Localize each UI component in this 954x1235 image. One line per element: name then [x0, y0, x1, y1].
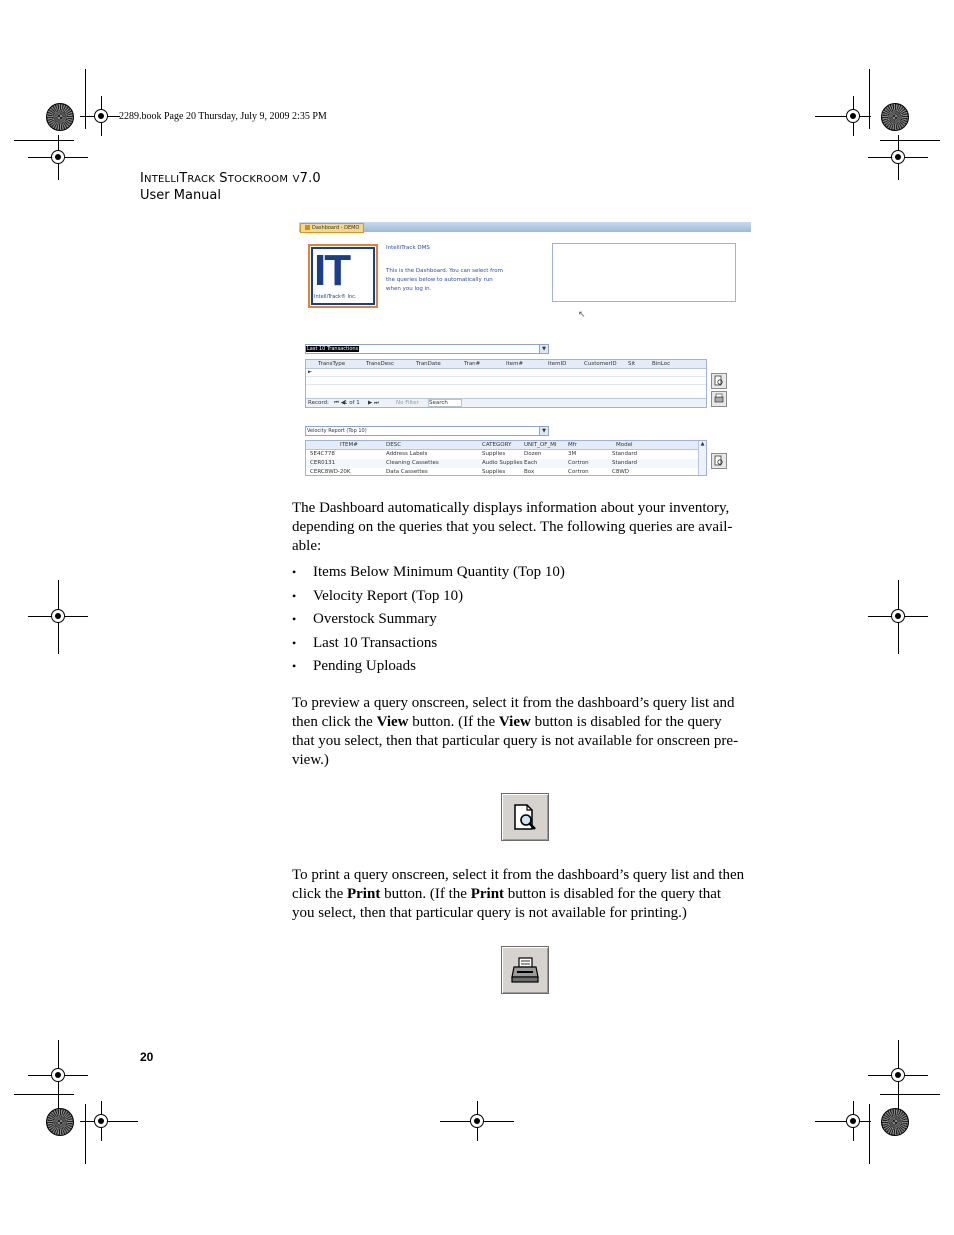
- table-row[interactable]: [306, 459, 698, 468]
- app-name: IntelliTrack DMS: [386, 245, 430, 251]
- table-cell: Dozen: [524, 451, 542, 457]
- column-header[interactable]: Sit: [628, 361, 636, 367]
- text-run: button is disabled for the query: [530, 714, 722, 730]
- table-cell: Cortron: [568, 460, 589, 466]
- new-row-marker-icon: ►: [308, 369, 312, 375]
- list-item: • Items Below Minimum Quantity (Top 10): [292, 563, 762, 587]
- query1-print-button[interactable]: [711, 391, 727, 407]
- text-line: [292, 866, 767, 885]
- column-header[interactable]: CATEGORY: [482, 442, 512, 448]
- list-item: • Overstock Summary: [292, 610, 762, 634]
- table-cell: Audio Supplies: [482, 460, 523, 466]
- list-item: • Last 10 Transactions: [292, 634, 762, 658]
- text-line: [292, 751, 767, 770]
- title-part: 7.0: [299, 171, 321, 186]
- query1-select[interactable]: Last 10 Transactions ▼: [305, 344, 549, 354]
- table-cell: Supplies: [482, 451, 506, 457]
- column-header[interactable]: UNIT_OF_MI: [524, 442, 557, 448]
- page-number: 20: [140, 1050, 154, 1064]
- table-cell: Box: [524, 469, 535, 475]
- column-header[interactable]: Mfr: [568, 442, 577, 448]
- chevron-down-icon: ▼: [539, 427, 548, 435]
- table-cell: CER0131: [310, 460, 336, 466]
- column-header[interactable]: DESC: [386, 442, 402, 448]
- list-item: • Pending Uploads: [292, 657, 762, 681]
- title-part: RACK: [187, 174, 215, 185]
- table-cell: Supplies: [482, 469, 506, 475]
- column-header[interactable]: Item#: [506, 361, 524, 367]
- table-cell: C8WD: [612, 469, 630, 475]
- table-cell: Cortron: [568, 469, 589, 475]
- running-header-subtitle: User Manual: [140, 188, 222, 203]
- text-run: To preview a query onscreen, select it from the dashboard’s query list and: [292, 695, 735, 711]
- text-run: you select, then that particular query is not available for printing.): [292, 905, 687, 921]
- table-cell: Each: [524, 460, 538, 466]
- view-icon: [712, 454, 726, 468]
- text-run: button is disabled for the query that: [504, 886, 722, 902]
- table-row[interactable]: [306, 468, 698, 476]
- text-run: that you select, then that particular query is not available for onscreen pre-: [292, 733, 739, 749]
- text-line: [292, 732, 767, 751]
- text-line: [292, 713, 767, 732]
- column-header[interactable]: ITEM#: [340, 442, 358, 448]
- intellitrack-logo: IT IntelliTrack® Inc.: [308, 244, 376, 306]
- table-cell: Cleaning Cassettes: [386, 460, 439, 466]
- query1-view-button[interactable]: [711, 373, 727, 389]
- running-header-title: [140, 171, 321, 186]
- text-run: view.): [292, 752, 329, 768]
- dashboard-intro: This is the Dashboard. You can select from the queries below to automatically run when you log in.: [386, 268, 503, 292]
- query2-select[interactable]: Velocity Report (Top 10) ▼: [305, 426, 549, 436]
- query2-grid[interactable]: [305, 440, 707, 476]
- bold-term: Print: [470, 886, 505, 902]
- list-item: • Velocity Report (Top 10): [292, 587, 762, 611]
- query1-grid[interactable]: [305, 359, 707, 408]
- table-cell: 3M: [568, 451, 577, 457]
- vertical-scrollbar[interactable]: [698, 441, 706, 475]
- text-run: button. (If the: [408, 714, 499, 730]
- print-paragraph: [292, 866, 767, 923]
- query2-view-button[interactable]: [711, 453, 727, 469]
- table-cell: Data Cassettes: [386, 469, 428, 475]
- table-cell: Standard: [612, 451, 638, 457]
- text-run: click the: [292, 886, 347, 902]
- intro-paragraph: The Dashboard automatically displays information about your inventory, depending on the queries that you select. The following queries are avail- able:: [292, 500, 733, 554]
- dashboard-tab[interactable]: Dashboard - DEMO: [300, 223, 364, 233]
- scroll-up-icon: ▲: [700, 441, 705, 447]
- table-cell: CERC8WD-20K: [310, 469, 351, 475]
- title-part: TOCKROOM: [227, 174, 289, 185]
- column-header[interactable]: Model: [616, 442, 633, 448]
- chevron-down-icon: ▼: [539, 345, 548, 353]
- dashboard-screenshot: [299, 222, 751, 474]
- title-part: S: [214, 171, 228, 186]
- text-run: To print a query onscreen, select it from the dashboard’s query list and then: [292, 867, 745, 883]
- text-line: [292, 694, 767, 713]
- view-button-illustration: [501, 793, 549, 841]
- dashboard-titlebar: [299, 222, 751, 232]
- print-button-illustration: [501, 946, 549, 994]
- text-run: button. (If the: [380, 886, 471, 902]
- table-cell: Address Labels: [386, 451, 428, 457]
- print-icon: [712, 392, 726, 406]
- text-line: [292, 904, 767, 923]
- printer-icon: [502, 947, 548, 993]
- column-header[interactable]: CustomerID: [584, 361, 617, 367]
- column-header[interactable]: Tran#: [464, 361, 481, 367]
- bold-term: Print: [346, 886, 381, 902]
- view-icon: [712, 374, 726, 388]
- title-part: NTELLI: [144, 174, 180, 185]
- preview-paragraph: [292, 694, 767, 770]
- text-run: then click the: [292, 714, 377, 730]
- column-header[interactable]: TranDate: [416, 361, 441, 367]
- info-panel: [552, 243, 736, 302]
- table-cell: Standard: [612, 460, 638, 466]
- column-header[interactable]: TransDesc: [366, 361, 395, 367]
- query-list: [292, 563, 762, 681]
- bold-term: View: [498, 714, 531, 730]
- column-header[interactable]: TransType: [318, 361, 346, 367]
- title-part: T: [179, 171, 188, 186]
- column-header[interactable]: BinLoc: [652, 361, 671, 367]
- magnifier-over-document-icon: [502, 794, 548, 840]
- form-icon: [305, 225, 310, 230]
- record-navigator[interactable]: Record: ⏮ ◀ 1 of 1 ▶ ⏭ No Filter Search: [306, 398, 706, 407]
- text-line: [292, 885, 767, 904]
- table-cell: 5E4C778: [310, 451, 335, 457]
- title-part: I: [140, 171, 145, 186]
- mouse-cursor-icon: ↖: [578, 310, 586, 320]
- print-slug: 2289.book Page 20 Thursday, July 9, 2009 2:35 PM: [119, 111, 327, 122]
- column-header[interactable]: ItemID: [548, 361, 567, 367]
- bold-term: View: [376, 714, 409, 730]
- table-row[interactable]: [306, 450, 698, 459]
- title-part: V: [292, 174, 300, 185]
